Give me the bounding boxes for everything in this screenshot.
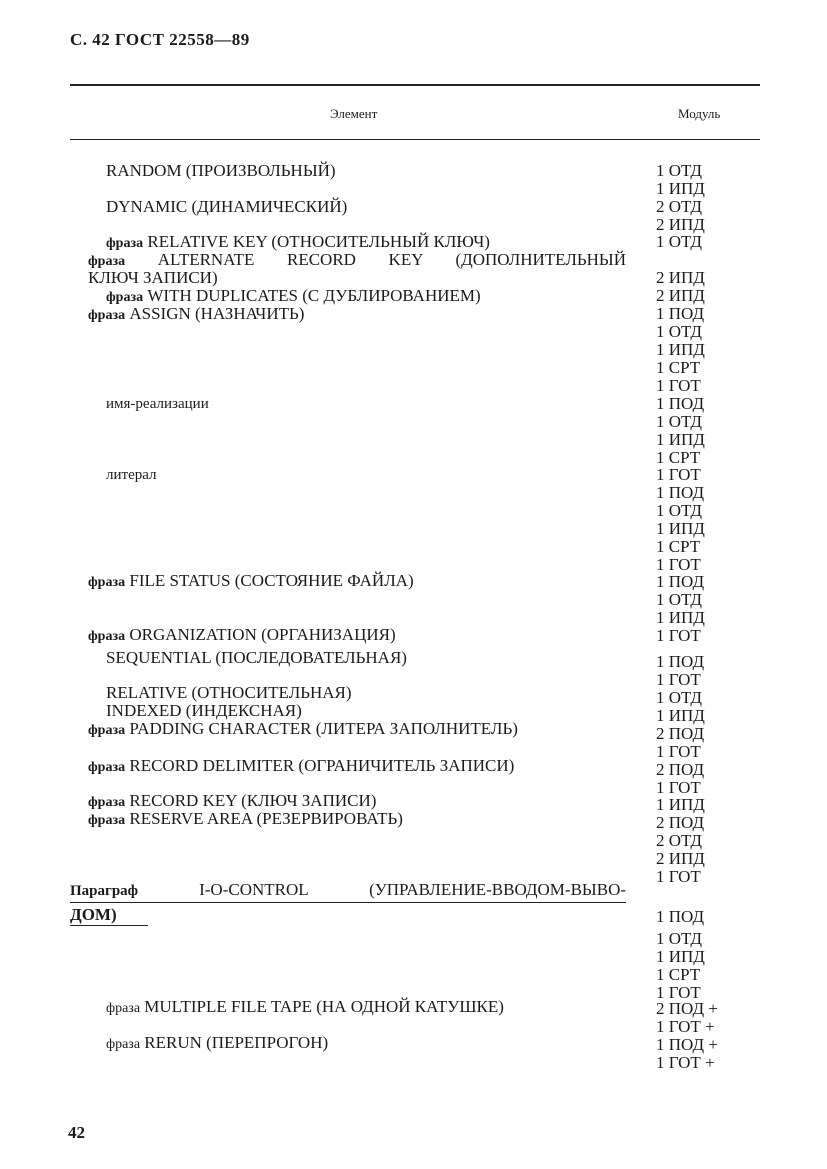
element-entry: фраза RERUN (ПЕРЕПРОГОН) — [106, 1033, 329, 1052]
module-entry: 1 ОТД — [656, 161, 702, 180]
element-entry: фраза RESERVE AREA (РЕЗЕРВИРОВАТЬ) — [88, 809, 403, 828]
module-entry: 1 ПОД — [656, 572, 705, 591]
paragraph-underline — [70, 902, 626, 903]
paragraph-underline — [70, 925, 148, 926]
element-entry: RANDOM (ПРОИЗВОЛЬНЫЙ) — [106, 161, 336, 180]
module-entry: 1 ГОТ — [656, 555, 701, 574]
paragraph-heading: Параграф I-O-CONTROL (УПРАВЛЕНИЕ-ВВОДОМ-ВЫВО- — [70, 880, 627, 899]
module-entry: 1 ГОТ + — [656, 1053, 715, 1072]
module-entry: 1 ГОТ — [656, 465, 701, 484]
module-entry: 1 ОТД — [656, 688, 702, 707]
module-entry: 2 ПОД + — [656, 999, 718, 1018]
element-entry: фраза ASSIGN (НАЗНАЧИТЬ) — [88, 304, 305, 323]
module-entry: 1 ОТД — [656, 929, 702, 948]
element-entry: фраза FILE STATUS (СОСТОЯНИЕ ФАЙЛА) — [88, 571, 414, 590]
module-entry: 2 ИПД — [656, 268, 705, 287]
table-header-rule — [70, 139, 760, 140]
module-entry: 1 ИПД — [656, 608, 705, 627]
module-entry: 2 ИПД — [656, 215, 705, 234]
module-entry: 1 СРТ — [656, 448, 701, 467]
element-entry: фраза RELATIVE KEY (ОТНОСИТЕЛЬНЫЙ КЛЮЧ) — [106, 232, 490, 251]
module-entry: 1 ОТД — [656, 322, 702, 341]
element-entry: фраза RECORD KEY (КЛЮЧ ЗАПИСИ) — [88, 791, 377, 810]
element-entry: INDEXED (ИНДЕКСНАЯ) — [106, 701, 302, 720]
element-entry: фраза ORGANIZATION (ОРГАНИЗАЦИЯ) — [88, 625, 396, 644]
module-entry: 1 ГОТ — [656, 376, 701, 395]
module-entry: 1 ГОТ — [656, 670, 701, 689]
module-entry: 1 СРТ — [656, 965, 701, 984]
module-entry: 1 ГОТ — [656, 778, 701, 797]
element-entry: фраза RECORD DELIMITER (ОГРАНИЧИТЕЛЬ ЗАПИСИ) — [88, 756, 515, 775]
module-entry: 1 ИПД — [656, 947, 705, 966]
module-entry: 1 ПОД — [656, 907, 705, 926]
element-entry: фраза ALTERNATE RECORD KEY (ДОПОЛНИТЕЛЬНЫЙ — [88, 250, 626, 269]
module-entry: 1 ГОТ — [656, 867, 701, 886]
module-entry: 1 ПОД — [656, 304, 705, 323]
module-entry: 2 ПОД — [656, 760, 705, 779]
module-entry: 1 ОТД — [656, 501, 702, 520]
module-entry: 1 ИПД — [656, 795, 705, 814]
module-entry: 2 ИПД — [656, 849, 705, 868]
page-number: 42 — [68, 1123, 85, 1142]
module-entry: 1 ПОД — [656, 483, 705, 502]
element-entry: RELATIVE (ОТНОСИТЕЛЬНАЯ) — [106, 683, 352, 702]
module-entry: 2 ПОД — [656, 724, 705, 743]
module-entry: 1 ИПД — [656, 340, 705, 359]
element-entry: SEQUENTIAL (ПОСЛЕДОВАТЕЛЬНАЯ) — [106, 648, 407, 667]
module-entry: 1 ИПД — [656, 519, 705, 538]
module-entry: 1 СРТ — [656, 358, 701, 377]
module-entry: 2 ОТД — [656, 831, 702, 850]
module-entry: 1 ОТД — [656, 412, 702, 431]
module-entry: 1 ИПД — [656, 706, 705, 725]
paragraph-heading-continuation: ДОМ) — [70, 905, 117, 924]
module-entry: 1 ГОТ — [656, 742, 701, 761]
element-entry: DYNAMIC (ДИНАМИЧЕСКИЙ) — [106, 197, 348, 216]
element-entry: фраза PADDING CHARACTER (ЛИТЕРА ЗАПОЛНИТЕЛЬ) — [88, 719, 518, 738]
module-entry: 1 ПОД — [656, 652, 705, 671]
column-header-element: Элемент — [330, 106, 378, 121]
module-entry: 2 ИПД — [656, 286, 705, 305]
page-header: С. 42 ГОСТ 22558—89 — [70, 30, 250, 49]
element-entry: фраза WITH DUPLICATES (С ДУБЛИРОВАНИЕМ) — [106, 286, 481, 305]
module-entry: 1 ИПД — [656, 179, 705, 198]
module-entry: 1 ГОТ — [656, 626, 701, 645]
module-entry: 1 ПОД + — [656, 1035, 718, 1054]
module-entry: 1 ИПД — [656, 430, 705, 449]
module-entry: 1 ОТД — [656, 232, 702, 251]
element-entry: литерал — [106, 467, 157, 483]
module-entry: 2 ПОД — [656, 813, 705, 832]
column-header-module: Модуль — [678, 106, 721, 121]
module-entry: 2 ОТД — [656, 197, 702, 216]
module-entry: 1 ГОТ + — [656, 1017, 715, 1036]
element-entry: имя-реализации — [106, 396, 209, 412]
element-entry: КЛЮЧ ЗАПИСИ) — [88, 268, 218, 287]
element-entry: фраза MULTIPLE FILE TAPE (НА ОДНОЙ КАТУШКЕ) — [106, 997, 504, 1016]
module-entry: 1 ОТД — [656, 590, 702, 609]
module-entry: 1 ПОД — [656, 394, 705, 413]
module-entry: 1 ГОТ — [656, 983, 701, 1002]
table-top-rule — [70, 84, 760, 86]
module-entry: 1 СРТ — [656, 537, 701, 556]
